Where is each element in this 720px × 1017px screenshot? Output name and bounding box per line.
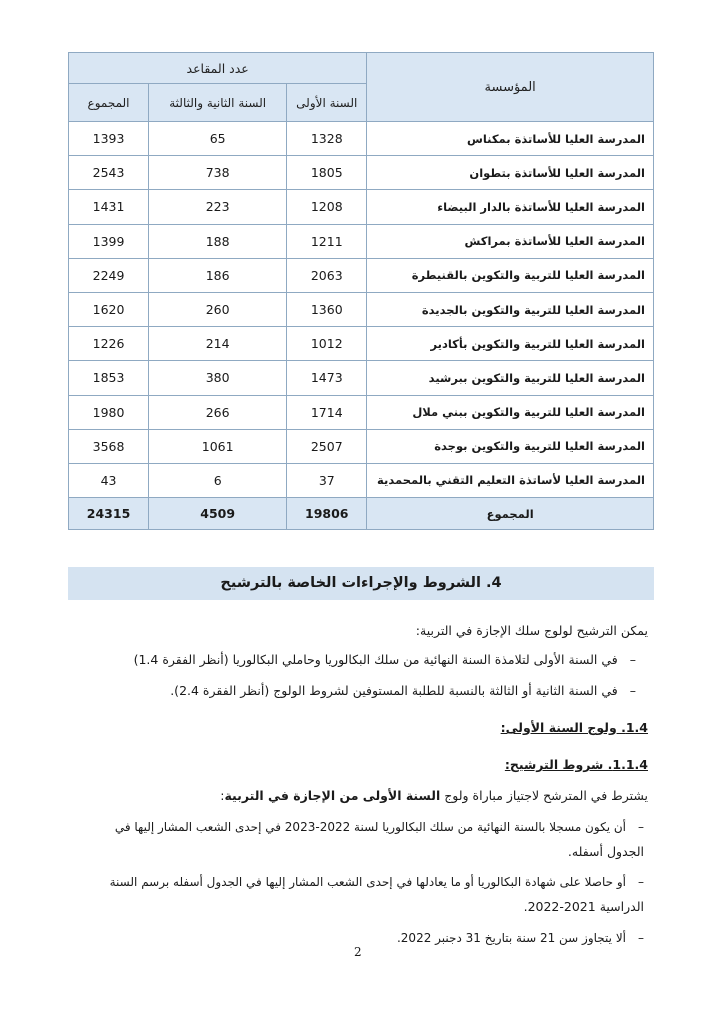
table-row <box>69 258 654 292</box>
first-year-cell: 1012 <box>287 327 367 361</box>
institution-cell: المدرسة العليا لأساتذة التعليم التقني بالمحمدية <box>367 463 654 497</box>
condition-line2: الجدول أسفله. <box>567 844 644 859</box>
heading-1-1-4: 1.1.4. شروط الترشيح: <box>504 757 648 772</box>
second-third-year-cell: 223 <box>149 190 287 224</box>
second-third-year-cell: 186 <box>149 258 287 292</box>
table-row <box>69 327 654 361</box>
table-row <box>69 429 654 463</box>
header-institution: المؤسسة <box>367 53 654 122</box>
second-third-year-cell: 380 <box>149 361 287 395</box>
header-first-year: السنة الأولى <box>287 84 367 122</box>
first-year-cell: 1473 <box>287 361 367 395</box>
condition-item <box>397 929 644 947</box>
total-cell: 2249 <box>69 258 149 292</box>
second-third-year-cell: 1061 <box>149 429 287 463</box>
institution-cell: المدرسة العليا للتربية والتكوين بأكادير <box>367 327 654 361</box>
institution-cell: المدرسة العليا للتربية والتكوين ببني ملال <box>367 395 654 429</box>
first-year-cell: 1208 <box>287 190 367 224</box>
heading-1-4: 1.4. ولوج السنة الأولى: <box>500 720 648 735</box>
institution-cell: المدرسة العليا للأساتذة بمراكش <box>367 224 654 258</box>
total-cell: 2543 <box>69 156 149 190</box>
condition-item <box>72 873 644 916</box>
second-third-year-cell: 188 <box>149 224 287 258</box>
table-row <box>69 122 654 156</box>
first-year-cell: 2507 <box>287 429 367 463</box>
table-row <box>69 156 654 190</box>
condition-line1: – ألا يتجاوز سن 21 سنة بتاريخ 31 دجنبر 2022. <box>397 929 644 947</box>
totals-second-third-year: 4509 <box>149 498 287 530</box>
header-total: المجموع <box>69 84 149 122</box>
page-number: 2 <box>354 945 362 959</box>
institution-cell: المدرسة العليا للأساتذة بتطوان <box>367 156 654 190</box>
institution-cell: المدرسة العليا للأساتذة بالدار البيضاء <box>367 190 654 224</box>
intro-text: يمكن الترشيح لولوج سلك الإجازة في التربية: <box>415 623 648 638</box>
total-cell: 1393 <box>69 122 149 156</box>
conditions-intro <box>220 787 648 805</box>
second-third-year-cell: 266 <box>149 395 287 429</box>
second-third-year-cell: 6 <box>149 463 287 497</box>
conditions-intro-prefix: يشترط في المترشح لاجتياز مباراة ولوج <box>440 788 648 803</box>
second-third-year-cell: 738 <box>149 156 287 190</box>
table-row <box>69 463 654 497</box>
first-year-cell: 37 <box>287 463 367 497</box>
total-cell: 1980 <box>69 395 149 429</box>
first-year-cell: 1328 <box>287 122 367 156</box>
institution-cell: المدرسة العليا للأساتذة بمكناس <box>367 122 654 156</box>
intro-bullet: – في السنة الثانية أو الثالثة بالنسبة للطلبة المستوفين لشروط الولوج (أنظر الفقرة 2.4). <box>170 682 636 700</box>
table-row <box>69 361 654 395</box>
first-year-cell: 1360 <box>287 292 367 326</box>
total-cell: 1399 <box>69 224 149 258</box>
conditions-intro-bold: السنة الأولى من الإجازة في التربية <box>224 788 441 803</box>
condition-item <box>72 818 644 861</box>
intro-bullet: – في السنة الأولى لتلامذة السنة النهائية من سلك البكالوريا وحاملي البكالوريا (أنظر الفقرة 1.4) <box>134 651 636 669</box>
institution-cell: المدرسة العليا للتربية والتكوين بالقنيطرة <box>367 258 654 292</box>
total-cell: 1620 <box>69 292 149 326</box>
first-year-cell: 1714 <box>287 395 367 429</box>
totals-total: 24315 <box>69 498 149 530</box>
table-body <box>69 122 654 530</box>
institution-cell: المدرسة العليا للتربية والتكوين ببرشيد <box>367 361 654 395</box>
totals-row <box>69 498 654 530</box>
totals-label: المجموع <box>367 498 654 530</box>
first-year-cell: 1211 <box>287 224 367 258</box>
second-third-year-cell: 260 <box>149 292 287 326</box>
first-year-cell: 1805 <box>287 156 367 190</box>
conditions-intro-suffix: : <box>220 788 225 803</box>
total-cell: 1853 <box>69 361 149 395</box>
second-third-year-cell: 65 <box>149 122 287 156</box>
table-row <box>69 395 654 429</box>
first-year-cell: 2063 <box>287 258 367 292</box>
table-row <box>69 190 654 224</box>
condition-line2: الدراسية 2021-2022. <box>523 899 644 914</box>
seats-table <box>68 52 654 530</box>
institution-cell: المدرسة العليا للتربية والتكوين بوجدة <box>367 429 654 463</box>
second-third-year-cell: 214 <box>149 327 287 361</box>
header-second-third-year: السنة الثانية والثالثة <box>149 84 287 122</box>
condition-line1: – أن يكون مسجلا بالسنة النهائية من سلك البكالوريا لسنة 2022-2023 في إحدى الشعب المشار إليها في <box>72 818 644 836</box>
header-seats-group: عدد المقاعد <box>69 53 367 84</box>
institution-cell: المدرسة العليا للتربية والتكوين بالجديدة <box>367 292 654 326</box>
total-cell: 43 <box>69 463 149 497</box>
total-cell: 1431 <box>69 190 149 224</box>
table-row <box>69 292 654 326</box>
condition-line1: – أو حاصلا على شهادة البكالوريا أو ما يعادلها في إحدى الشعب المشار إليها في الجدول أسفله برسم السنة <box>72 873 644 891</box>
totals-first-year: 19806 <box>287 498 367 530</box>
table-row <box>69 224 654 258</box>
total-cell: 3568 <box>69 429 149 463</box>
section-title: 4. الشروط والإجراءات الخاصة بالترشيح <box>68 567 654 600</box>
total-cell: 1226 <box>69 327 149 361</box>
